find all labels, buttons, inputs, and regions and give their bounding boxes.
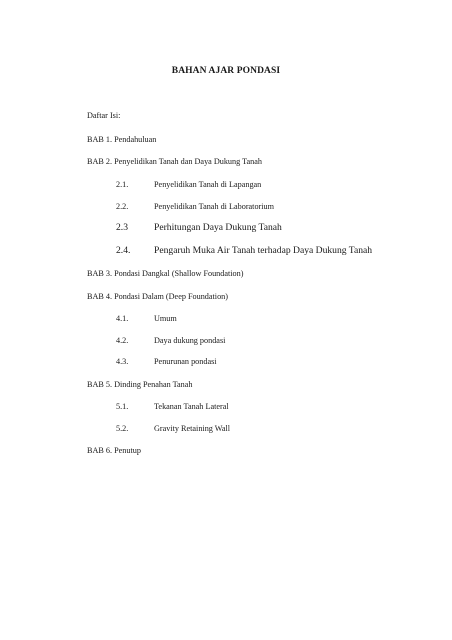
toc-chapter-3: BAB 3. Pondasi Dangkal (Shallow Foundation): [87, 269, 244, 278]
toc-section-title: Gravity Retaining Wall: [154, 424, 231, 433]
toc-section-number: 5.2.: [116, 424, 129, 433]
toc-section-number: 2.1.: [116, 180, 129, 189]
toc-section-number: 4.3.: [116, 357, 129, 366]
document-title: BAHAN AJAR PONDASI: [171, 66, 281, 76]
toc-section-title: Umum: [154, 314, 177, 323]
toc-section-number: 4.1.: [116, 314, 129, 323]
toc-section-title: Daya dukung pondasi: [154, 336, 226, 345]
toc-section-title: Tekanan Tanah Lateral: [154, 402, 229, 411]
toc-section-title: Pengaruh Muka Air Tanah terhadap Daya Dukung Tanah: [154, 245, 373, 256]
toc-chapter-2: BAB 2. Penyelidikan Tanah dan Daya Dukung Tanah: [87, 157, 263, 166]
toc-section-title: Perhitungan Daya Dukung Tanah: [154, 222, 282, 233]
toc-chapter-5: BAB 5. Dinding Penahan Tanah: [87, 380, 193, 389]
toc-section-number: 2.2.: [116, 202, 129, 211]
toc-section-title: Penurunan pondasi: [154, 357, 217, 366]
toc-section-number: 5.1.: [116, 402, 129, 411]
toc-chapter-4: BAB 4. Pondasi Dalam (Deep Foundation): [87, 292, 228, 301]
toc-section-title: Penyelidikan Tanah di Laboratorium: [154, 202, 275, 211]
toc-section-title: Penyelidikan Tanah di Lapangan: [154, 180, 262, 189]
toc-label: Daftar Isi:: [87, 111, 121, 120]
toc-chapter-1: BAB 1. Pendahuluan: [87, 135, 157, 144]
toc-section-number: 4.2.: [116, 336, 129, 345]
toc-section-number: 2.3: [116, 222, 128, 233]
toc-section-number: 2.4.: [116, 245, 131, 256]
toc-chapter-6: BAB 6. Penutup: [87, 446, 141, 455]
